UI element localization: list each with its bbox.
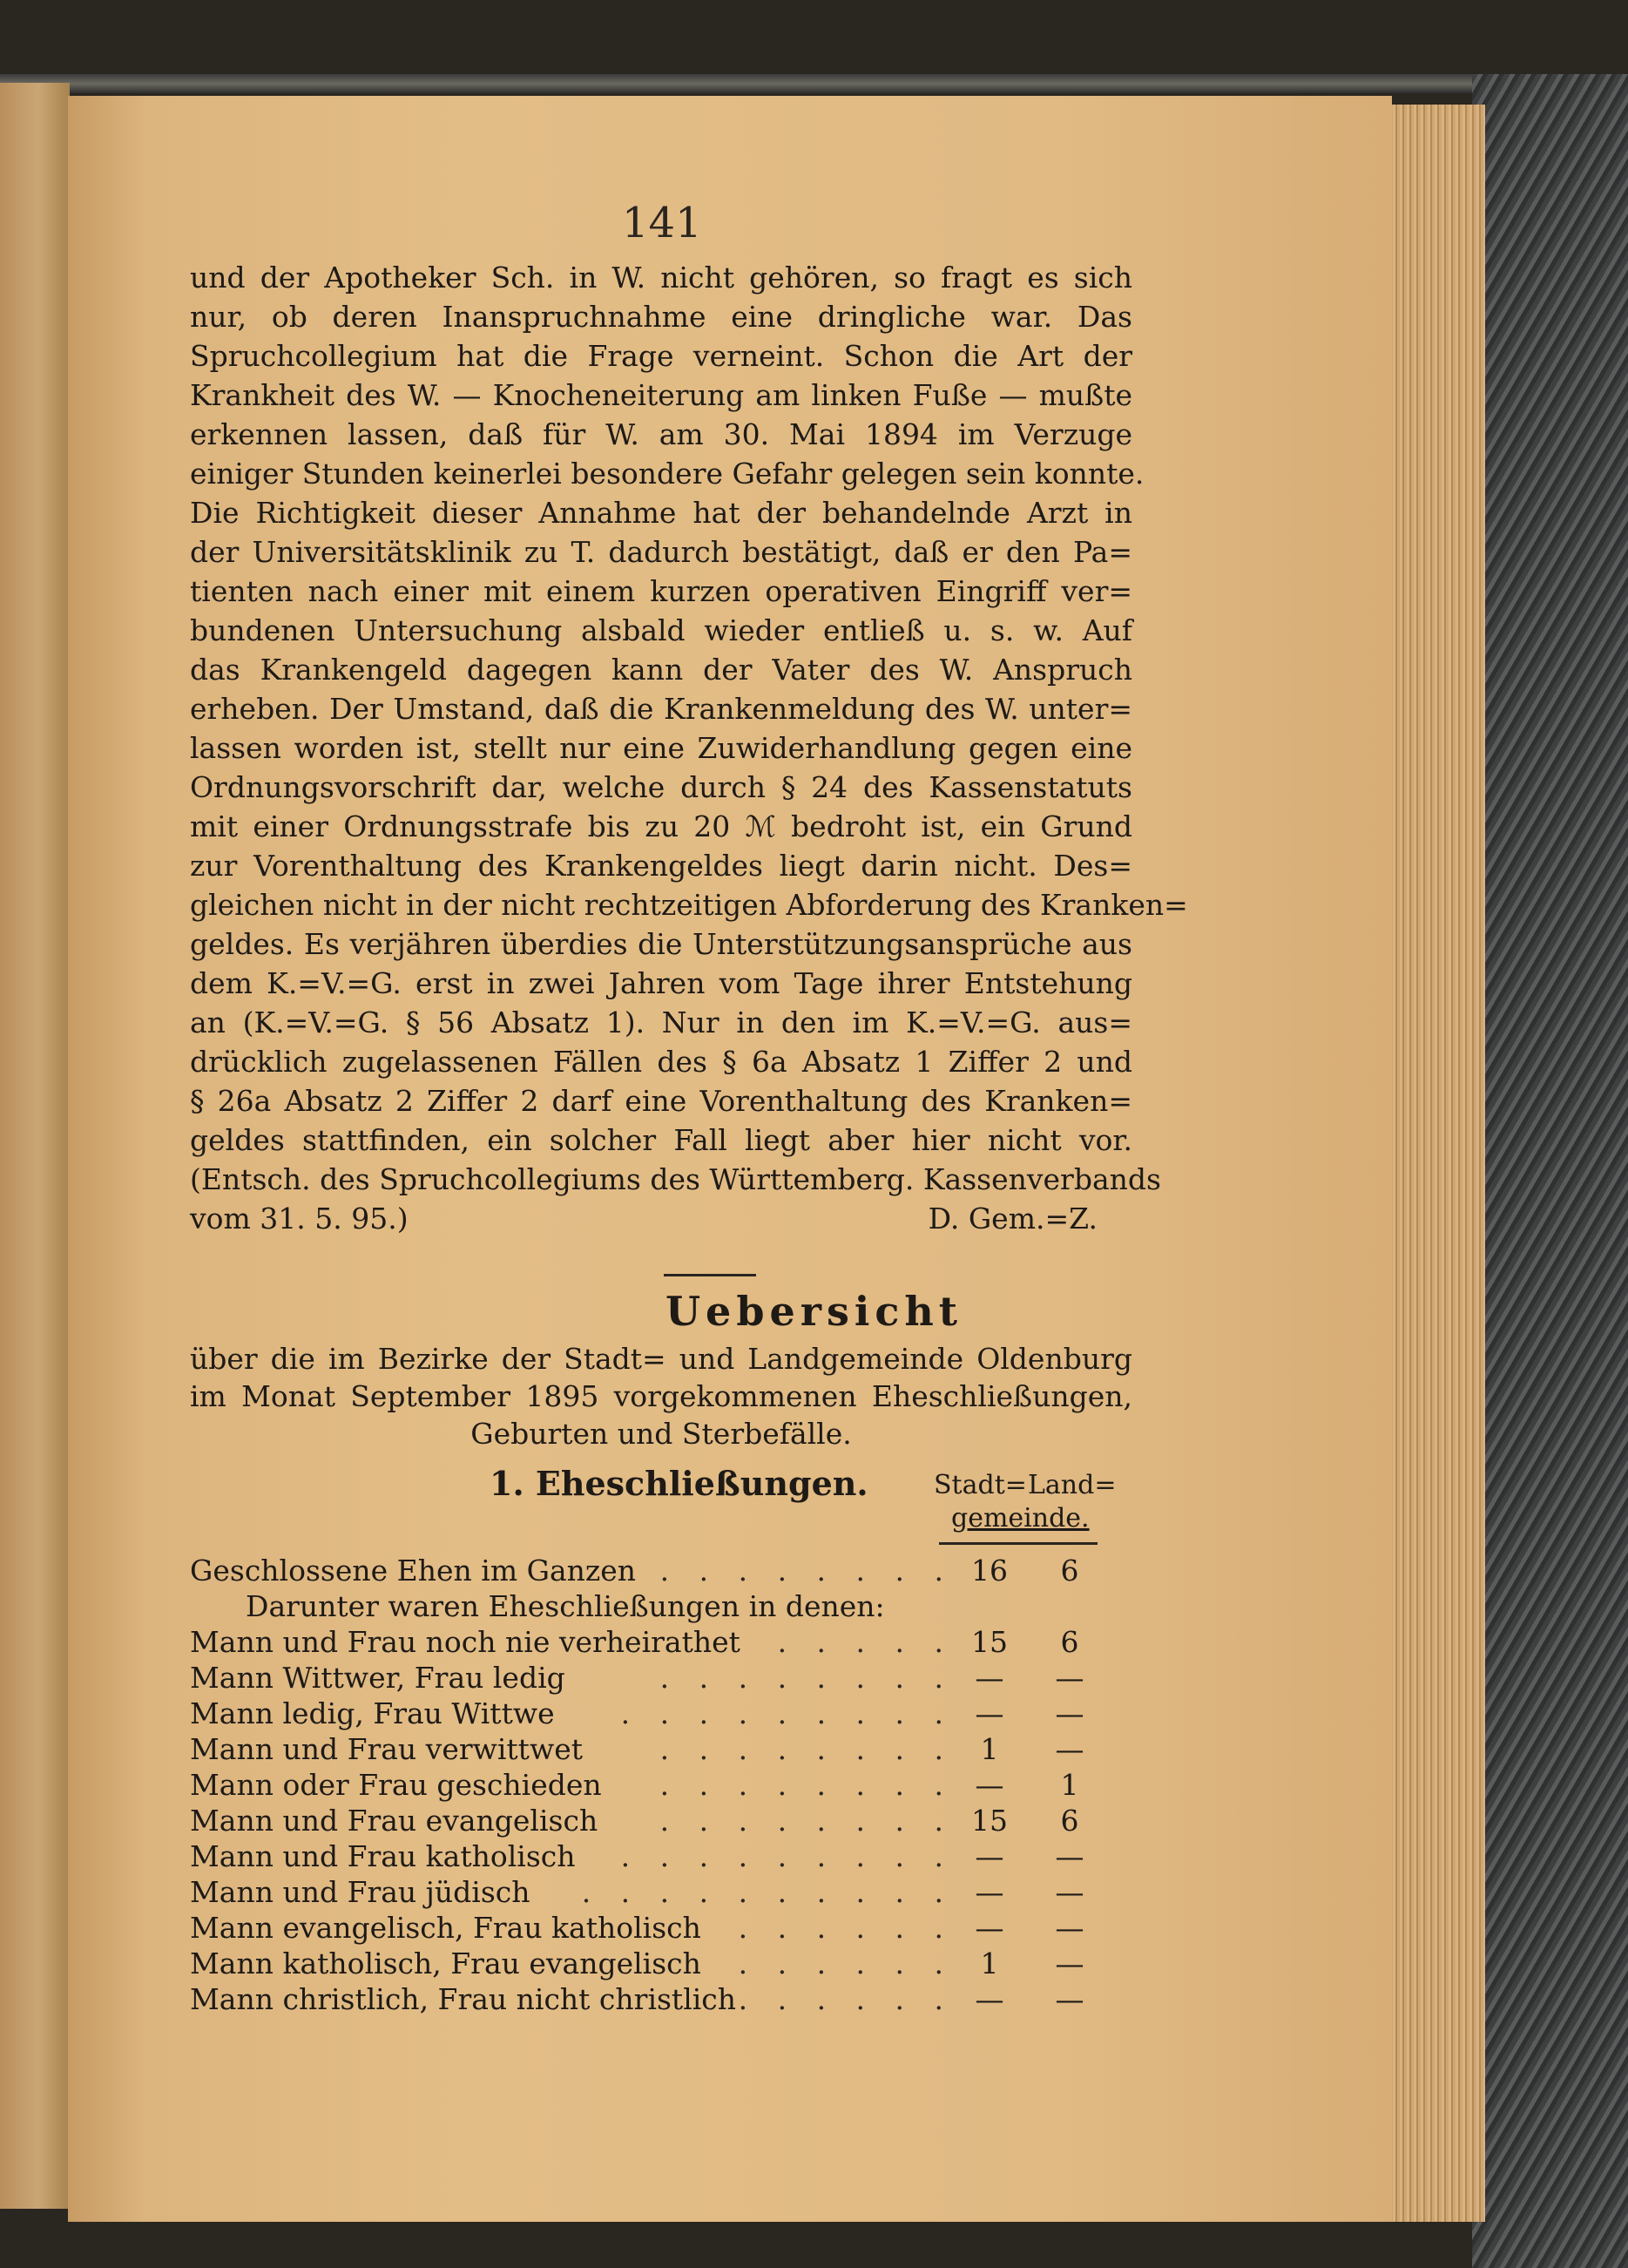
stadt-value: — [975,1839,1004,1873]
row-label: Mann und Frau jüdisch [190,1875,530,1909]
table-row [190,1803,1132,1838]
row-label: Mann und Frau noch nie verheirathet [190,1625,740,1659]
citation-date: vom 31. 5. 95.) [190,1202,409,1236]
land-value: — [1055,1982,1084,2016]
stadt-value: — [975,1875,1004,1909]
land-value: — [1055,1875,1084,1909]
table-row [190,1767,1132,1803]
table-row [190,1910,1132,1946]
stadt-value: — [975,1768,1004,1802]
land-value: — [1055,1839,1084,1873]
paragraph-line: geldes stattfinden, ein solcher Fall liegt aber hier nicht vor. [190,1123,1132,1157]
paragraph-line: § 26a Absatz 2 Ziffer 2 darf eine Vorenthaltung des Kranken= [190,1084,1132,1118]
stadt-value: 16 [971,1554,1008,1588]
land-value: — [1055,1696,1084,1730]
table-row [190,1588,1132,1624]
table-row [190,1874,1132,1910]
subheading-line: Geburten und Sterbefälle. [470,1417,852,1451]
row-label: Mann Wittwer, Frau ledig [190,1661,565,1695]
leader-dots: . . . . . . . . [659,1768,954,1802]
column-brace [939,1542,1098,1552]
paragraph-line: gleichen nicht in der nicht rechtzeitigen Abforderung des Kranken= [190,888,1188,922]
paragraph-line: bundenen Untersuchung alsbald wieder entließ u. s. w. Auf [190,613,1132,647]
stadt-value: 1 [980,1946,999,1980]
row-label: Mann und Frau verwittwet [190,1732,583,1766]
land-value: — [1055,1661,1084,1695]
paragraph-line: mit einer Ordnungsstrafe bis zu 20 ℳ bedroht ist, ein Grund [190,809,1132,843]
paragraph-line: der Universitätsklinik zu T. dadurch bestätigt, daß er den Pa= [190,535,1132,569]
paragraph-line: dem K.=V.=G. erst in zwei Jahren vom Tage ihrer Entstehung [190,966,1132,1000]
row-label: Darunter waren Eheschließungen in denen: [246,1589,885,1623]
paragraph-line: Krankheit des W. — Knocheneiterung am linken Fuße — mußte [190,378,1132,412]
leader-dots: . . . . . [777,1625,954,1659]
table-row [190,1981,1132,2017]
column-header-gemeinde: gemeinde. [951,1503,1090,1533]
stadt-value: — [975,1696,1004,1730]
land-value: 1 [1060,1768,1079,1802]
subheading-line: im Monat September 1895 vorgekommenen Eheschließungen, [190,1379,1132,1413]
table-row [190,1731,1132,1767]
row-label: Mann ledig, Frau Wittwe [190,1696,555,1730]
table-row [190,1696,1132,1731]
leader-dots: . . . . . . . . . . [581,1875,954,1909]
subheading-line: über die im Bezirke der Stadt= und Landgemeinde Oldenburg [190,1342,1132,1376]
page-number: 141 [622,199,702,247]
citation-source: D. Gem.=Z. [928,1202,1098,1236]
paragraph-line: (Entsch. des Spruchcollegiums des Württemberg. Kassenverbands [190,1162,1161,1196]
row-label: Mann oder Frau geschieden [190,1768,602,1802]
stadt-value: 15 [971,1804,1008,1838]
book-cover-top [0,74,1628,93]
paragraph-line: Spruchcollegium hat die Frage verneint. Schon die Art der [190,339,1132,373]
facing-page-edge [0,83,70,2209]
column-header-land: Land= [1028,1470,1117,1500]
leader-dots: . . . . . . . . [659,1661,954,1695]
paragraph-line: drücklich zugelassenen Fällen des § 6a Absatz 1 Ziffer 2 und [190,1045,1132,1079]
leader-dots: . . . . . . . . . [620,1696,954,1730]
row-label: Mann evangelisch, Frau katholisch [190,1911,701,1945]
row-label: Geschlossene Ehen im Ganzen [190,1554,637,1588]
table-row [190,1946,1132,1981]
section-title: 1. Eheschließungen. [490,1464,868,1503]
row-label: Mann und Frau evangelisch [190,1804,598,1838]
stadt-value: 1 [980,1732,999,1766]
row-label: Mann christlich, Frau nicht christlich [190,1982,737,2016]
paragraph-line: und der Apotheker Sch. in W. nicht gehören, so fragt es sich [190,261,1132,295]
paragraph-line: erkennen lassen, daß für W. am 30. Mai 1894 im Verzuge [190,417,1132,451]
leader-dots: . . . . . . [738,1982,954,2016]
land-value: 6 [1060,1554,1079,1588]
paragraph-line: Die Richtigkeit dieser Annahme hat der behandelnde Arzt in [190,496,1132,530]
paragraph-line: Ordnungsvorschrift dar, welche durch § 24 des Kassenstatuts [190,770,1132,804]
leader-dots: . . . . . . . . [659,1554,954,1588]
row-label: Mann katholisch, Frau evangelisch [190,1946,701,1980]
paragraph-last-line [190,1199,1132,1238]
leader-dots: . . . . . . . . . [620,1839,954,1873]
stadt-value: — [975,1982,1004,2016]
paragraph-line: lassen worden ist, stellt nur eine Zuwiderhandlung gegen eine [190,731,1132,765]
section-divider [664,1274,756,1276]
paragraph-line: nur, ob deren Inanspruchnahme eine dringliche war. Das [190,300,1132,334]
paragraph-line: geldes. Es verjähren überdies die Unterstützungsansprüche aus [190,927,1132,961]
column-header-stadt: Stadt= [934,1470,1027,1500]
leader-dots: . . . . . . [738,1911,954,1945]
table-row [190,1553,1132,1588]
leader-dots: . . . . . . . . [659,1804,954,1838]
land-value: — [1055,1946,1084,1980]
book-cover-right [1472,74,1628,2268]
stadt-value: 15 [971,1625,1008,1659]
paragraph-line: an (K.=V.=G. § 56 Absatz 1). Nur in den im K.=V.=G. aus= [190,1005,1132,1039]
overview-heading: Uebersicht [665,1288,963,1335]
marriages-table [190,1553,1132,2017]
stadt-value: — [975,1661,1004,1695]
overview-subheading [190,1340,1132,1452]
paragraph-line: einiger Stunden keinerlei besondere Gefahr gelegen sein konnte. [190,457,1145,491]
body-paragraph [190,258,1188,1238]
table-row [190,1660,1132,1696]
stadt-value: — [975,1911,1004,1945]
land-value: — [1055,1911,1084,1945]
paragraph-line: zur Vorenthaltung des Krankengeldes liegt darin nicht. Des= [190,849,1132,883]
paragraph-line: erheben. Der Umstand, daß die Krankenmeldung des W. unter= [190,692,1132,726]
land-value: — [1055,1732,1084,1766]
row-label: Mann und Frau katholisch [190,1839,576,1873]
land-value: 6 [1060,1625,1079,1659]
paragraph-line: das Krankengeld dagegen kann der Vater des W. Anspruch [190,653,1132,687]
land-value: 6 [1060,1804,1079,1838]
paragraph-line: tienten nach einer mit einem kurzen operativen Eingriff ver= [190,574,1132,608]
table-row [190,1624,1132,1660]
leader-dots: . . . . . . . . [659,1732,954,1766]
leader-dots: . . . . . . [738,1946,954,1980]
table-row [190,1838,1132,1874]
